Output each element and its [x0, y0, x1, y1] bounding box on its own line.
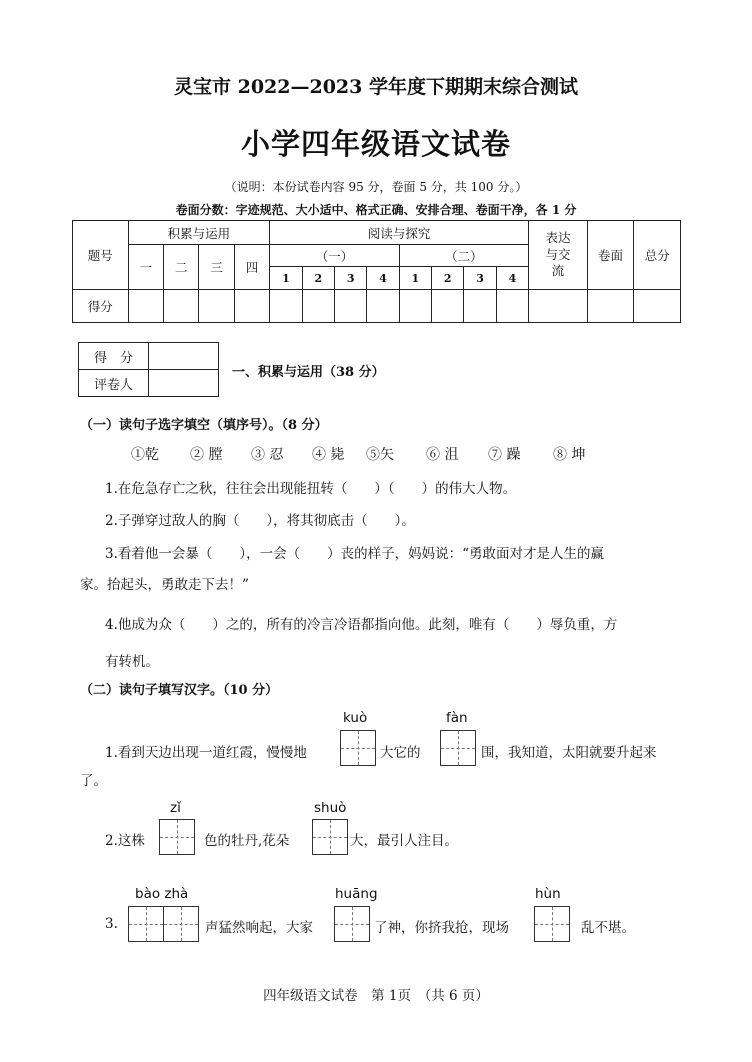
col-jilei-1: 一 — [128, 245, 163, 290]
part1-heading: （一）读句子选字填空（填序号）。（8 分） — [80, 418, 328, 433]
score-cell[interactable] — [399, 290, 431, 323]
option-4: ④ 毙 — [312, 447, 345, 463]
grader-defen-label: 得 分 — [79, 343, 149, 370]
col-jilei-4: 四 — [234, 245, 269, 290]
tian-grid-box[interactable] — [334, 906, 370, 942]
header-jilei: 积累与运用 — [128, 221, 270, 245]
question-1-1: 1.在危急存亡之秋，往往会出现能扭转（ ）（ ）的伟大人物。 — [105, 481, 517, 497]
question-1-4-line1: 4.他成为众（ ）之的，所有的冷言冷语都指向他。此刻，唯有（ ）辱负重，方 — [105, 617, 618, 633]
q2-2-seg2: 色的牡丹,花朵 — [204, 833, 290, 849]
option-3: ③ 忍 — [251, 447, 284, 463]
score-table — [72, 220, 681, 323]
page-footer: 四年级语文试卷 第 1页 （共 6 页） — [263, 988, 489, 1004]
pinyin-kuo: kuò — [343, 710, 368, 726]
header-tihao: 题号 — [73, 221, 129, 290]
option-8: ⑧ 坤 — [553, 447, 586, 463]
col-yuedu1-1: 1 — [270, 267, 302, 290]
score-cell[interactable] — [334, 290, 366, 323]
q2-3-seg3: 了神，你挤我抢，现场 — [374, 920, 509, 936]
exam-subtitle: 小学四年级语文试卷 — [240, 127, 511, 161]
exam-instructions: （说明：本份试卷内容 95 分，卷面 5 分，共 100 分。） — [224, 180, 528, 194]
q2-3-seg1: 3. — [105, 916, 118, 932]
pinyin-hun: hùn — [535, 886, 561, 902]
exam-title: 灵宝市 2022—2023 学年度下期期末综合测试 — [174, 76, 578, 98]
header-yuedu: 阅读与探究 — [270, 221, 529, 245]
part2-heading: （二）读句子填写汉字。（10 分） — [80, 683, 279, 698]
tian-grid-box[interactable] — [163, 906, 199, 942]
header-zongfen: 总分 — [634, 221, 681, 290]
col-jilei-2: 二 — [164, 245, 199, 290]
q2-2-seg3: 大，最引人注目。 — [350, 833, 458, 849]
col-yuedu2-3: 3 — [464, 267, 496, 290]
q2-3-seg4: 乱不堪。 — [581, 920, 635, 936]
col-yuedu2-1: 1 — [399, 267, 431, 290]
header-yuedu-1: （一） — [270, 245, 399, 267]
tian-grid-box[interactable] — [128, 906, 164, 942]
grader-pingjuanren-cell[interactable] — [149, 370, 219, 397]
header-juanmian: 卷面 — [587, 221, 634, 290]
score-cell[interactable] — [302, 290, 334, 323]
grader-pingjuanren-label: 评卷人 — [79, 370, 149, 397]
question-1-3-line2: 家。抬起头，勇敢走下去！” — [80, 577, 249, 593]
score-cell[interactable] — [270, 290, 302, 323]
tian-grid-box[interactable] — [159, 819, 195, 855]
col-jilei-3: 三 — [199, 245, 234, 290]
col-yuedu2-4: 4 — [496, 267, 528, 290]
q2-1-line2: 了。 — [80, 773, 107, 789]
pinyin-shuo: shuò — [314, 800, 347, 816]
col-yuedu2-2: 2 — [432, 267, 464, 290]
tian-grid-box[interactable] — [534, 906, 570, 942]
option-6: ⑥ 沮 — [426, 447, 459, 463]
option-7: ⑦ 躁 — [488, 447, 521, 463]
q2-1-seg1: 1.看到天边出现一道红霞，慢慢地 — [105, 745, 307, 761]
score-cell[interactable] — [634, 290, 681, 323]
option-5: ⑤矢 — [366, 447, 394, 463]
q2-1-seg2: 大它的 — [380, 745, 421, 761]
score-cell[interactable] — [234, 290, 269, 323]
option-1: ①乾 — [131, 447, 159, 463]
score-cell[interactable] — [529, 290, 588, 323]
pinyin-fan: fàn — [446, 710, 468, 726]
col-yuedu1-3: 3 — [334, 267, 366, 290]
tian-grid-box[interactable] — [312, 819, 348, 855]
question-1-2: 2.子弹穿过敌人的胸（ ），将其彻底击（ ）。 — [105, 513, 415, 529]
neatness-criteria: 卷面分数：字迹规范、大小适中、格式正确、安排合理、卷面干净，各 1 分 — [175, 203, 577, 217]
tian-grid-box[interactable] — [440, 730, 476, 766]
score-cell[interactable] — [128, 290, 163, 323]
score-cell[interactable] — [199, 290, 234, 323]
score-cell[interactable] — [464, 290, 496, 323]
section1-heading: 一、积累与运用（38 分） — [232, 365, 385, 380]
col-yuedu1-4: 4 — [367, 267, 399, 290]
col-yuedu1-2: 2 — [302, 267, 334, 290]
score-cell[interactable] — [587, 290, 634, 323]
question-1-3-line1: 3.看着他一会暴（ ），一会（ ）丧的样子，妈妈说：“勇敢面对才是人生的赢 — [105, 546, 605, 562]
header-biaoda: 表达 与交 流 — [529, 221, 588, 290]
score-cell[interactable] — [164, 290, 199, 323]
score-cell[interactable] — [496, 290, 528, 323]
header-yuedu-2: （二） — [399, 245, 528, 267]
pinyin-zi: zǐ — [170, 800, 181, 816]
q2-1-seg3: 围，我知道，太阳就要升起来 — [481, 745, 657, 761]
tian-grid-box[interactable] — [340, 730, 376, 766]
score-cell[interactable] — [367, 290, 399, 323]
row-defen: 得分 — [73, 290, 129, 323]
grader-defen-cell[interactable] — [149, 343, 219, 370]
pinyin-baozha: bào zhà — [135, 886, 189, 902]
pinyin-huang: huāng — [335, 886, 378, 902]
option-2: ② 膛 — [190, 447, 223, 463]
q2-2-seg1: 2.这株 — [105, 833, 145, 849]
question-1-4-line2: 有转机。 — [105, 654, 159, 670]
q2-3-seg2: 声猛然响起，大家 — [205, 920, 313, 936]
grader-box — [78, 342, 219, 397]
score-cell[interactable] — [432, 290, 464, 323]
